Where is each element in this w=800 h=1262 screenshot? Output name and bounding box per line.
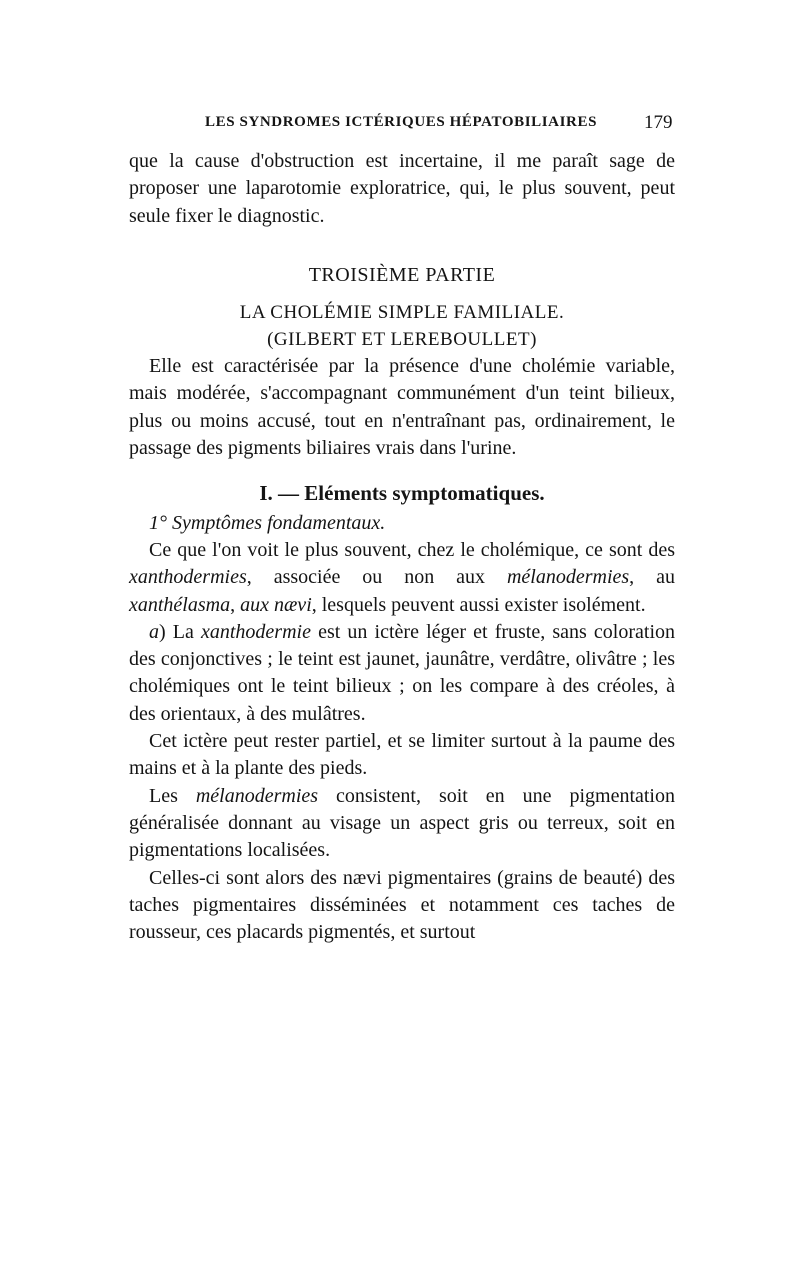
text-run: , <box>230 593 241 616</box>
subsection-heading-text: 1° Symptômes fondamentaux. <box>149 511 386 534</box>
italic-term: xanthodermie <box>201 620 311 643</box>
part-title: TROISIÈME PARTIE <box>308 263 496 286</box>
paragraph-partial-icterus: Cet ictère peut rester partiel, et se limiter surtout à la paume des mains et à la plante des pieds. <box>129 730 675 780</box>
text-run: ) La <box>159 620 201 643</box>
italic-term: aux nævi <box>240 593 312 616</box>
text-run: , au <box>629 566 675 589</box>
text-run: , associée ou non aux <box>246 566 507 589</box>
chapter-paragraph: Elle est caractérisée par la présence d'une cholémie variable, mais modérée, s'accompagnant communément d'un teint bilieux, plus ou moins accusé, tout en n'entraînant pas, ordinairement, le passage des pigments biliaires vrais dans l'urine. <box>129 355 675 460</box>
paragraph-naevi: Celles-ci sont alors des nævi pigmentaires (grains de beauté) des taches pigmentaires disséminées et notamment ces taches de rousseur, ces placards pigmentés, et surtout <box>129 866 675 944</box>
chapter-authors: (GILBERT ET LEREBOULLET) <box>267 329 537 351</box>
paragraph-xanthodermies <box>129 537 675 619</box>
running-title: LES SYNDROMES ICTÉRIQUES HÉPATOBILIAIRES <box>205 114 598 130</box>
italic-term: mélanodermies <box>506 566 630 589</box>
body-text <box>129 148 675 946</box>
text-run: est un ictère léger et fruste, sans coloration des conjonctives ; le teint est jaunet, jaunâtre, verdâtre, olivâtre ; les cholémiques ont le teint bilieux ; on les compare à des créoles, à des orientaux, à des mulâtres. <box>129 620 675 725</box>
intro-paragraph: que la cause d'obstruction est incertaine, il me paraît sage de proposer une laparotomie exploratrice, qui, le plus souvent, peut seule fixer le diagnostic. <box>129 150 675 227</box>
italic-term: mélanodermies <box>195 784 319 807</box>
page-number: 179 <box>644 112 673 133</box>
text-run: Ce que l'on voit le plus souvent, chez le cholémique, ce sont des <box>149 538 675 561</box>
subsection-heading <box>129 510 675 537</box>
section-title: I. — Eléments symptomatiques. <box>259 481 545 506</box>
text-run: Les <box>149 784 196 807</box>
paragraph-melanodermies <box>129 783 675 865</box>
italic-term: xanthélasma <box>129 593 231 616</box>
italic-term: a <box>149 620 159 643</box>
text-run: , lesquels peuvent aussi exister isolément. <box>311 593 646 616</box>
text-run: consistent, soit en une pigmentation généralisée donnant au visage un aspect gris ou terreux, soit en pigmentations localisées. <box>129 784 675 862</box>
paragraph-xanthodermie <box>129 619 675 728</box>
running-head <box>0 114 800 138</box>
italic-term: xanthodermies <box>129 566 247 589</box>
chapter-title: LA CHOLÉMIE SIMPLE FAMILIALE. <box>239 302 565 324</box>
